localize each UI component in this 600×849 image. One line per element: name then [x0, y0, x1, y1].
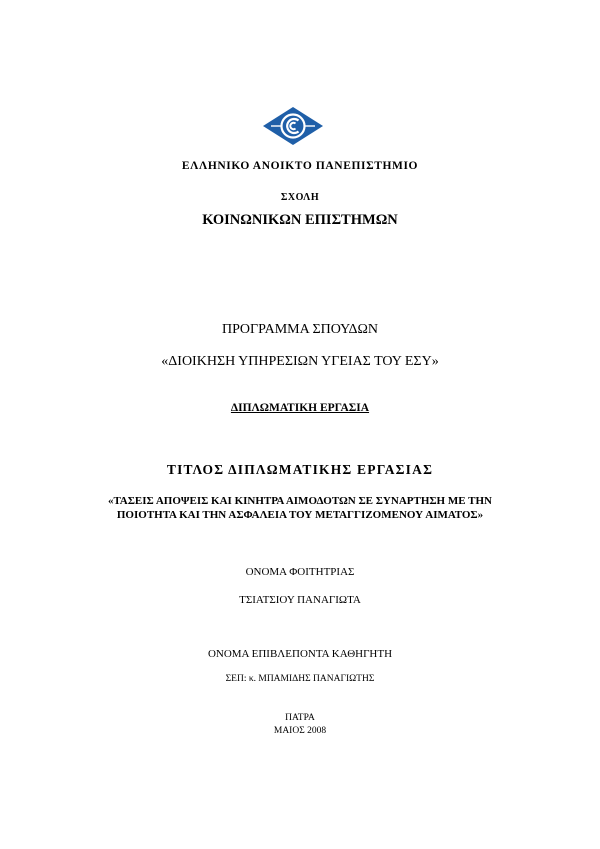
supervisor-name: ΣΕΠ: κ. ΜΠΑΜΙΔΗΣ ΠΑΝΑΓΙΩΤΗΣ: [225, 674, 375, 684]
program-name: «ΔΙΟΙΚΗΣΗ ΥΠΗΡΕΣΙΩΝ ΥΓΕΙΑΣ ΤΟΥ ΕΣΥ»: [161, 354, 439, 369]
thesis-title: «ΤΑΣΕΙΣ ΑΠΟΨΕΙΣ ΚΑΙ ΚΙΝΗΤΡΑ ΑΙΜΟΔΟΤΩΝ ΣΕ ΣΥΝΑΡΤΗΣΗ ΜΕ ΤΗΝ ΠΟΙΟΤΗΤΑ ΚΑΙ ΤΗΝ ΑΣΦΑΛΕΙΑ ΤΟΥ ΜΕΤΑΓΓΙΖΟΜΕΝΟΥ ΑΙΜΑΤΟΣ»: [108, 495, 492, 521]
city: ΠΑΤΡΑ: [285, 713, 315, 723]
thesis-label: ΔΙΠΛΩΜΑΤΙΚΗ ΕΡΓΑΣΙΑ: [230, 402, 370, 414]
school-name: ΚΟΙΝΩΝΙΚΩΝ ΕΠΙΣΤΗΜΩΝ: [202, 212, 398, 228]
student-name: ΤΣΙΑΤΣΙΟΥ ΠΑΝΑΓΙΩΤΑ: [239, 594, 361, 606]
program-label: ΠΡΟΓΡΑΜΜΑ ΣΠΟΥΔΩΝ: [221, 322, 378, 337]
date: ΜΑΙΟΣ 2008: [273, 726, 327, 736]
university-logo-icon: [262, 106, 324, 146]
supervisor-label: ΟΝΟΜΑ ΕΠΙΒΛΕΠΟΝΤΑ ΚΑΘΗΓΗΤΗ: [207, 648, 393, 660]
thesis-title-heading: ΤΙΤΛΟΣ ΔΙΠΛΩΜΑΤΙΚΗΣ ΕΡΓΑΣΙΑΣ: [166, 462, 434, 477]
university-name: ΕΛΛΗΝΙΚΟ ΑΝΟΙΚΤΟ ΠΑΝΕΠΙΣΤΗΜΙΟ: [181, 160, 419, 172]
student-label: ΟΝΟΜΑ ΦΟΙΤΗΤΡΙΑΣ: [245, 566, 355, 578]
school-label: ΣΧΟΛΗ: [280, 192, 320, 203]
